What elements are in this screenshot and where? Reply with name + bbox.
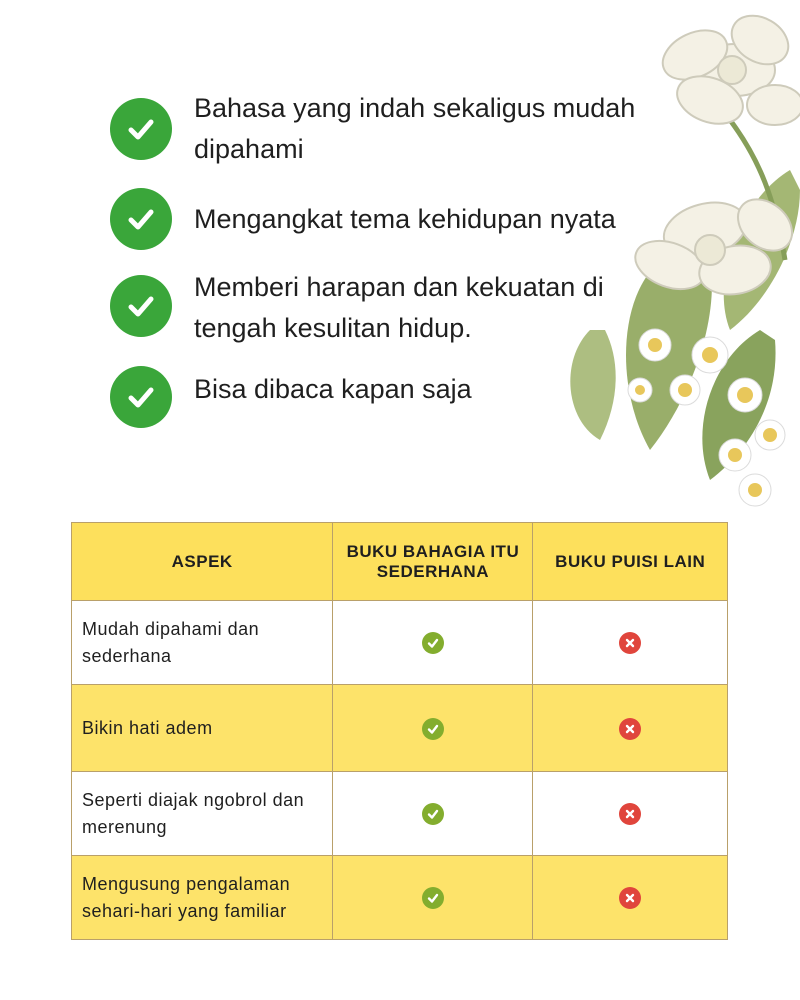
cross-circle-icon xyxy=(619,718,641,740)
check-circle-icon xyxy=(422,887,444,909)
check-cell xyxy=(333,601,533,685)
cross-cell xyxy=(533,685,728,772)
cross-circle-icon xyxy=(619,887,641,909)
aspect-cell: Mudah dipahami dan sederhana xyxy=(72,601,333,685)
cross-cell xyxy=(533,856,728,940)
benefit-item xyxy=(110,267,690,361)
cross-circle-icon xyxy=(619,632,641,654)
table-row xyxy=(72,772,728,856)
check-cell xyxy=(333,685,533,772)
header-aspek: ASPEK xyxy=(72,523,333,601)
table-row xyxy=(72,601,728,685)
cross-cell xyxy=(533,601,728,685)
benefit-item xyxy=(110,369,690,439)
comparison-table xyxy=(71,522,728,940)
benefit-item xyxy=(110,88,690,182)
benefit-list xyxy=(110,88,690,439)
aspect-cell: Seperti diajak ngobrol dan merenung xyxy=(72,772,333,856)
benefit-text: Memberi harapan dan kekuatan di tengah kesulitan hidup. xyxy=(194,272,604,343)
benefit-text: Mengangkat tema kehidupan nyata xyxy=(194,204,616,234)
benefit-text: Bisa dibaca kapan saja xyxy=(194,374,472,404)
check-cell xyxy=(333,772,533,856)
check-circle-icon xyxy=(422,718,444,740)
check-circle-icon xyxy=(422,803,444,825)
check-circle-icon xyxy=(110,188,172,250)
table-row xyxy=(72,685,728,772)
header-buku-lain: BUKU PUISI LAIN xyxy=(533,523,728,601)
cross-cell xyxy=(533,772,728,856)
table-row xyxy=(72,856,728,940)
check-circle-icon xyxy=(110,275,172,337)
cross-circle-icon xyxy=(619,803,641,825)
check-circle-icon xyxy=(422,632,444,654)
aspect-cell: Bikin hati adem xyxy=(72,685,333,772)
benefit-item xyxy=(110,171,690,267)
header-buku-bahagia: BUKU BAHAGIA ITU SEDERHANA xyxy=(333,523,533,601)
check-circle-icon xyxy=(110,98,172,160)
check-circle-icon xyxy=(110,366,172,428)
check-cell xyxy=(333,856,533,940)
table-header-row xyxy=(72,523,728,601)
benefit-text: Bahasa yang indah sekaligus mudah dipahami xyxy=(194,93,636,164)
aspect-cell: Mengusung pengalaman sehari-hari yang familiar xyxy=(72,856,333,940)
